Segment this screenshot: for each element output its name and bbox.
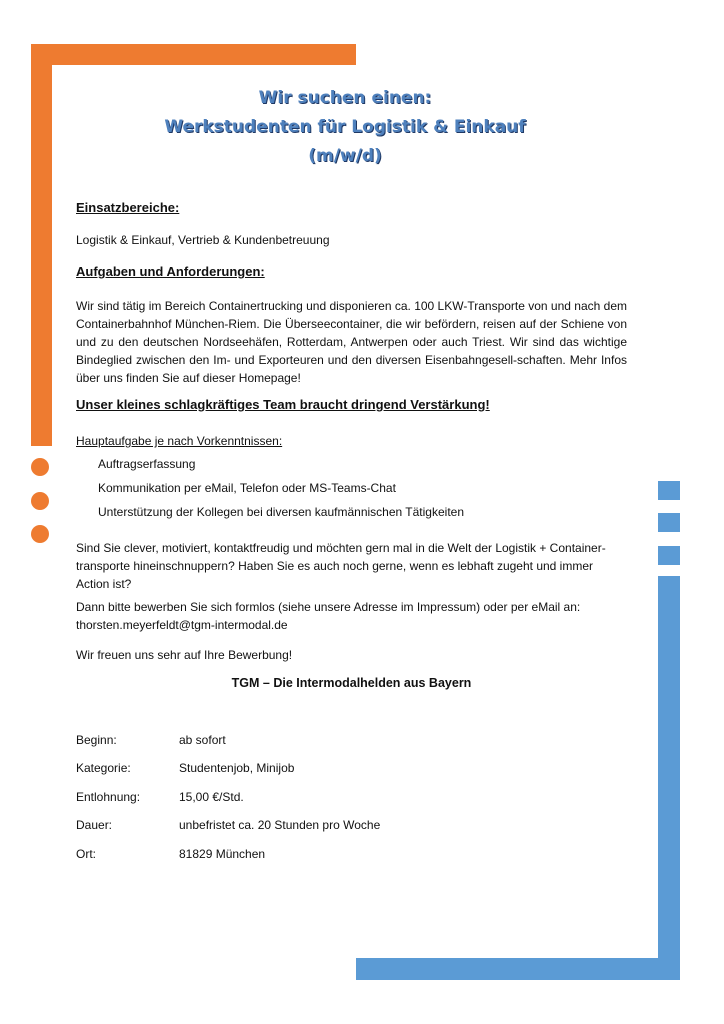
title-line-3: (m/w/d) bbox=[308, 146, 382, 166]
detail-value: ab sofort bbox=[179, 733, 226, 747]
task-item: Unterstützung der Kollegen bei diversen kaufmännischen Tätigkeiten bbox=[98, 505, 464, 519]
aufgaben-text: Wir sind tätig im Bereich Containertrucking und disponieren ca. 100 LKW-Transporte von und nach dem Containerbahnhof München-Riem. Die Überseecontainer, die wir befördern, reisen auf der Schiene von und zu den deutschen Nordseehäfen, Rotterdam, Antwerpen oder auch Triest. Wir sind das wichtige Bindeglied zwischen den Im- und Exporteuren und den diversen Eisenbahngesell-schaften. Mehr Infos über uns finden Sie auf dieser Homepage! bbox=[76, 299, 627, 385]
blue-square-decoration bbox=[658, 481, 680, 500]
detail-value: 81829 München bbox=[179, 847, 266, 861]
task-item: Kommunikation per eMail, Telefon oder MS-Teams-Chat bbox=[98, 481, 396, 495]
detail-label: Kategorie: bbox=[76, 761, 131, 775]
orange-frame-top bbox=[31, 44, 356, 65]
einsatz-text: Logistik & Einkauf, Vertrieb & Kundenbetreuung bbox=[76, 233, 330, 247]
closing-text: Wir freuen uns sehr auf Ihre Bewerbung! bbox=[76, 648, 293, 662]
blue-frame-bottom bbox=[356, 958, 680, 980]
title-line-2: Werkstudenten für Logistik & Einkauf bbox=[164, 117, 526, 137]
blue-square-decoration bbox=[658, 546, 680, 565]
detail-value: unbefristet ca. 20 Stunden pro Woche bbox=[179, 818, 381, 832]
blue-square-decoration bbox=[658, 513, 680, 532]
aufgaben-heading: Aufgaben und Anforderungen: bbox=[76, 264, 265, 279]
detail-label: Beginn: bbox=[76, 733, 117, 747]
pitch-text: Sind Sie clever, motiviert, kontaktfreudig und möchten gern mal in die Welt der Logistik + Container-transporte hineinschnuppern? Haben Sie es auch noch gerne, wenn es lebhaft zugeht und immer Action ist? bbox=[76, 541, 606, 591]
task-item: Auftragserfassung bbox=[98, 457, 196, 471]
detail-label: Ort: bbox=[76, 847, 96, 861]
blue-frame-right bbox=[658, 576, 680, 980]
detail-label: Entlohnung: bbox=[76, 790, 141, 804]
title-line-1: Wir suchen einen: bbox=[258, 88, 432, 108]
tasks-subheading: Hauptaufgabe je nach Vorkenntnissen: bbox=[76, 434, 283, 448]
page-title bbox=[60, 84, 630, 171]
orange-dot-decoration bbox=[31, 492, 49, 510]
detail-label: Dauer: bbox=[76, 818, 113, 832]
detail-value: 15,00 €/Std. bbox=[179, 790, 244, 804]
orange-dot-decoration bbox=[31, 525, 49, 543]
orange-frame-left bbox=[31, 44, 52, 446]
apply-text: Dann bitte bewerben Sie sich formlos (siehe unsere Adresse im Impressum) oder per eMail an: thorsten.meyerfeldt@tgm-intermodal.de bbox=[76, 600, 581, 632]
team-heading: Unser kleines schlagkräftiges Team braucht dringend Verstärkung! bbox=[76, 397, 490, 412]
orange-dot-decoration bbox=[31, 458, 49, 476]
detail-value: Studentenjob, Minijob bbox=[179, 761, 295, 775]
einsatz-heading: Einsatzbereiche: bbox=[76, 200, 180, 215]
company-slogan: TGM – Die Intermodalhelden aus Bayern bbox=[231, 676, 472, 690]
